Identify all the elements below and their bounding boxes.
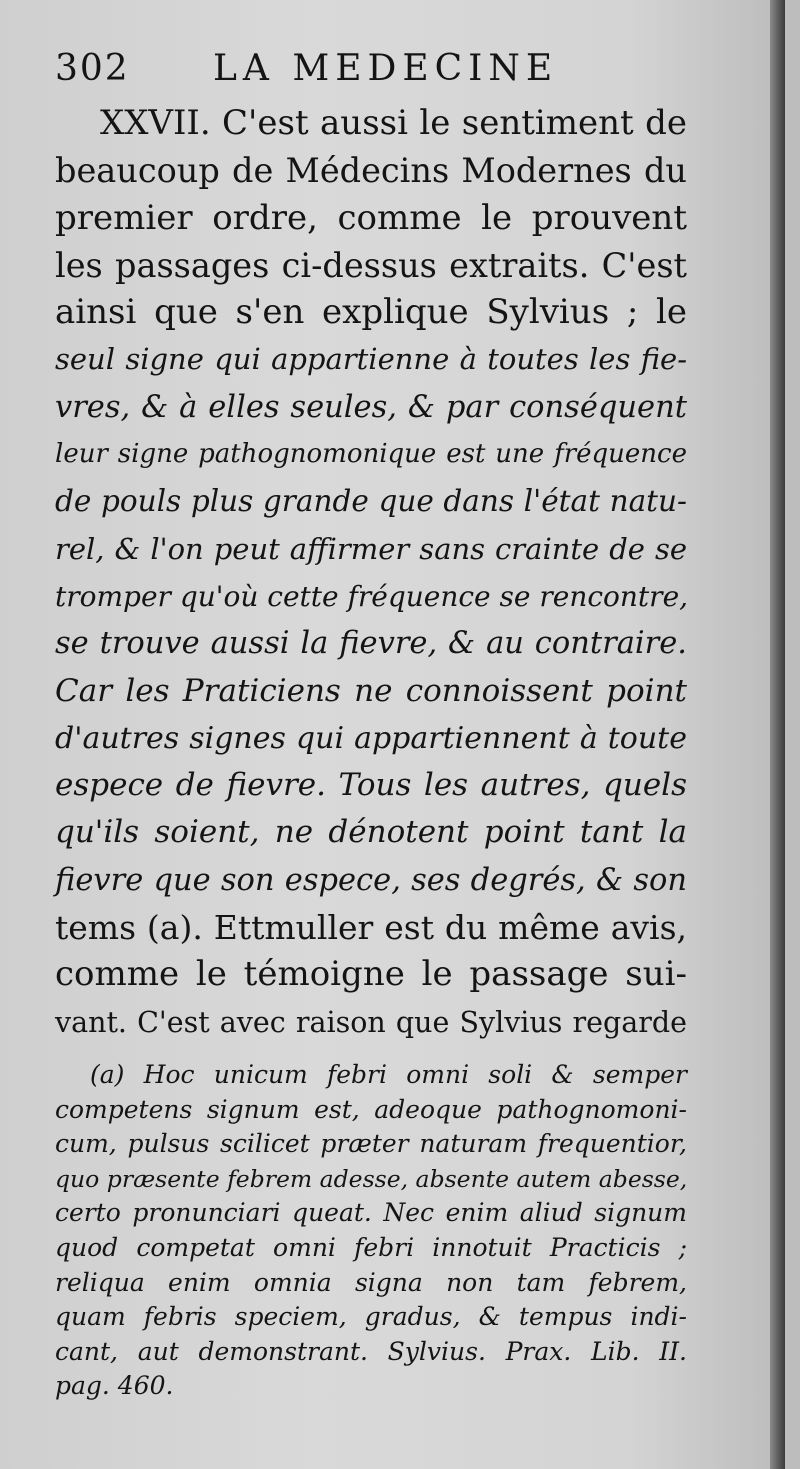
footnote-line: quod competat omni febri innotuit Practicis ; [55,1232,687,1262]
text-line: tems (a). Ettmuller est du même avis, [55,908,687,948]
text-line: tromper qu'où cette fréquence se rencontre, [55,579,689,613]
text-line: fievre que son espece, ses degrés, & son [55,862,687,898]
text-line: les passages ci-dessus extraits. C'est [55,245,687,285]
text-line: vres, & à elles seules, & par conséquent [55,389,687,425]
footnote-line: cum, pulsus scilicet præter naturam frequentior, [55,1129,687,1159]
text-line: comme le témoigne le passage sui- [55,954,687,995]
text-line: de pouls plus grande que dans l'état natu- [55,484,687,519]
footnote-line: quam febris speciem, gradus, & tempus indi- [55,1302,687,1332]
page-number: 302 [55,48,130,89]
book-spine-shadow [770,0,785,1469]
text-line: espece de fievre. Tous les autres, quels [55,767,687,804]
footnote-line: competens signum est, adeoque pathognomoni- [55,1094,687,1124]
footnote-line: (a) Hoc unicum febri omni soli & semper [90,1060,687,1089]
footnote-line: quo præsente febrem adesse, absente autem abesse, [55,1164,688,1193]
main-text [55,100,687,1046]
page-header [55,48,695,98]
text-line: vant. C'est avec raison que Sylvius regarde [55,1005,687,1039]
footnote [55,1058,687,1404]
footnote-line: cant, aut demonstrant. Sylvius. Prax. Lib. II. [55,1336,687,1366]
footnote-line: pag. 460. [55,1371,174,1401]
footnote-line: reliqua enim omnia signa non tam febrem, [55,1267,687,1297]
text-line: qu'ils soient, ne dénotent point tant la [55,814,687,851]
text-line: premier ordre, comme le prouvent [55,197,687,238]
text-line: beaucoup de Médecins Modernes du [55,151,687,191]
text-line: XXVII. C'est aussi le sentiment de [100,103,687,143]
text-line: seul signe qui appartienne à toutes les fie- [55,342,687,377]
text-line: ainsi que s'en explique Sylvius ; le [55,292,687,333]
text-line: Car les Praticiens ne connoissent point [55,672,687,709]
text-line: se trouve aussi la fievre, & au contraire. [55,626,687,662]
text-line: leur signe pathognomonique est une fréquence [55,439,687,470]
text-line: rel, & l'on peut affirmer sans crainte de se [55,531,687,566]
text-line: d'autres signes qui appartiennent à toute [55,720,687,756]
footnote-line: certo pronunciari queat. Nec enim aliud signum [55,1198,687,1228]
running-title: LA MEDECINE [213,48,559,89]
